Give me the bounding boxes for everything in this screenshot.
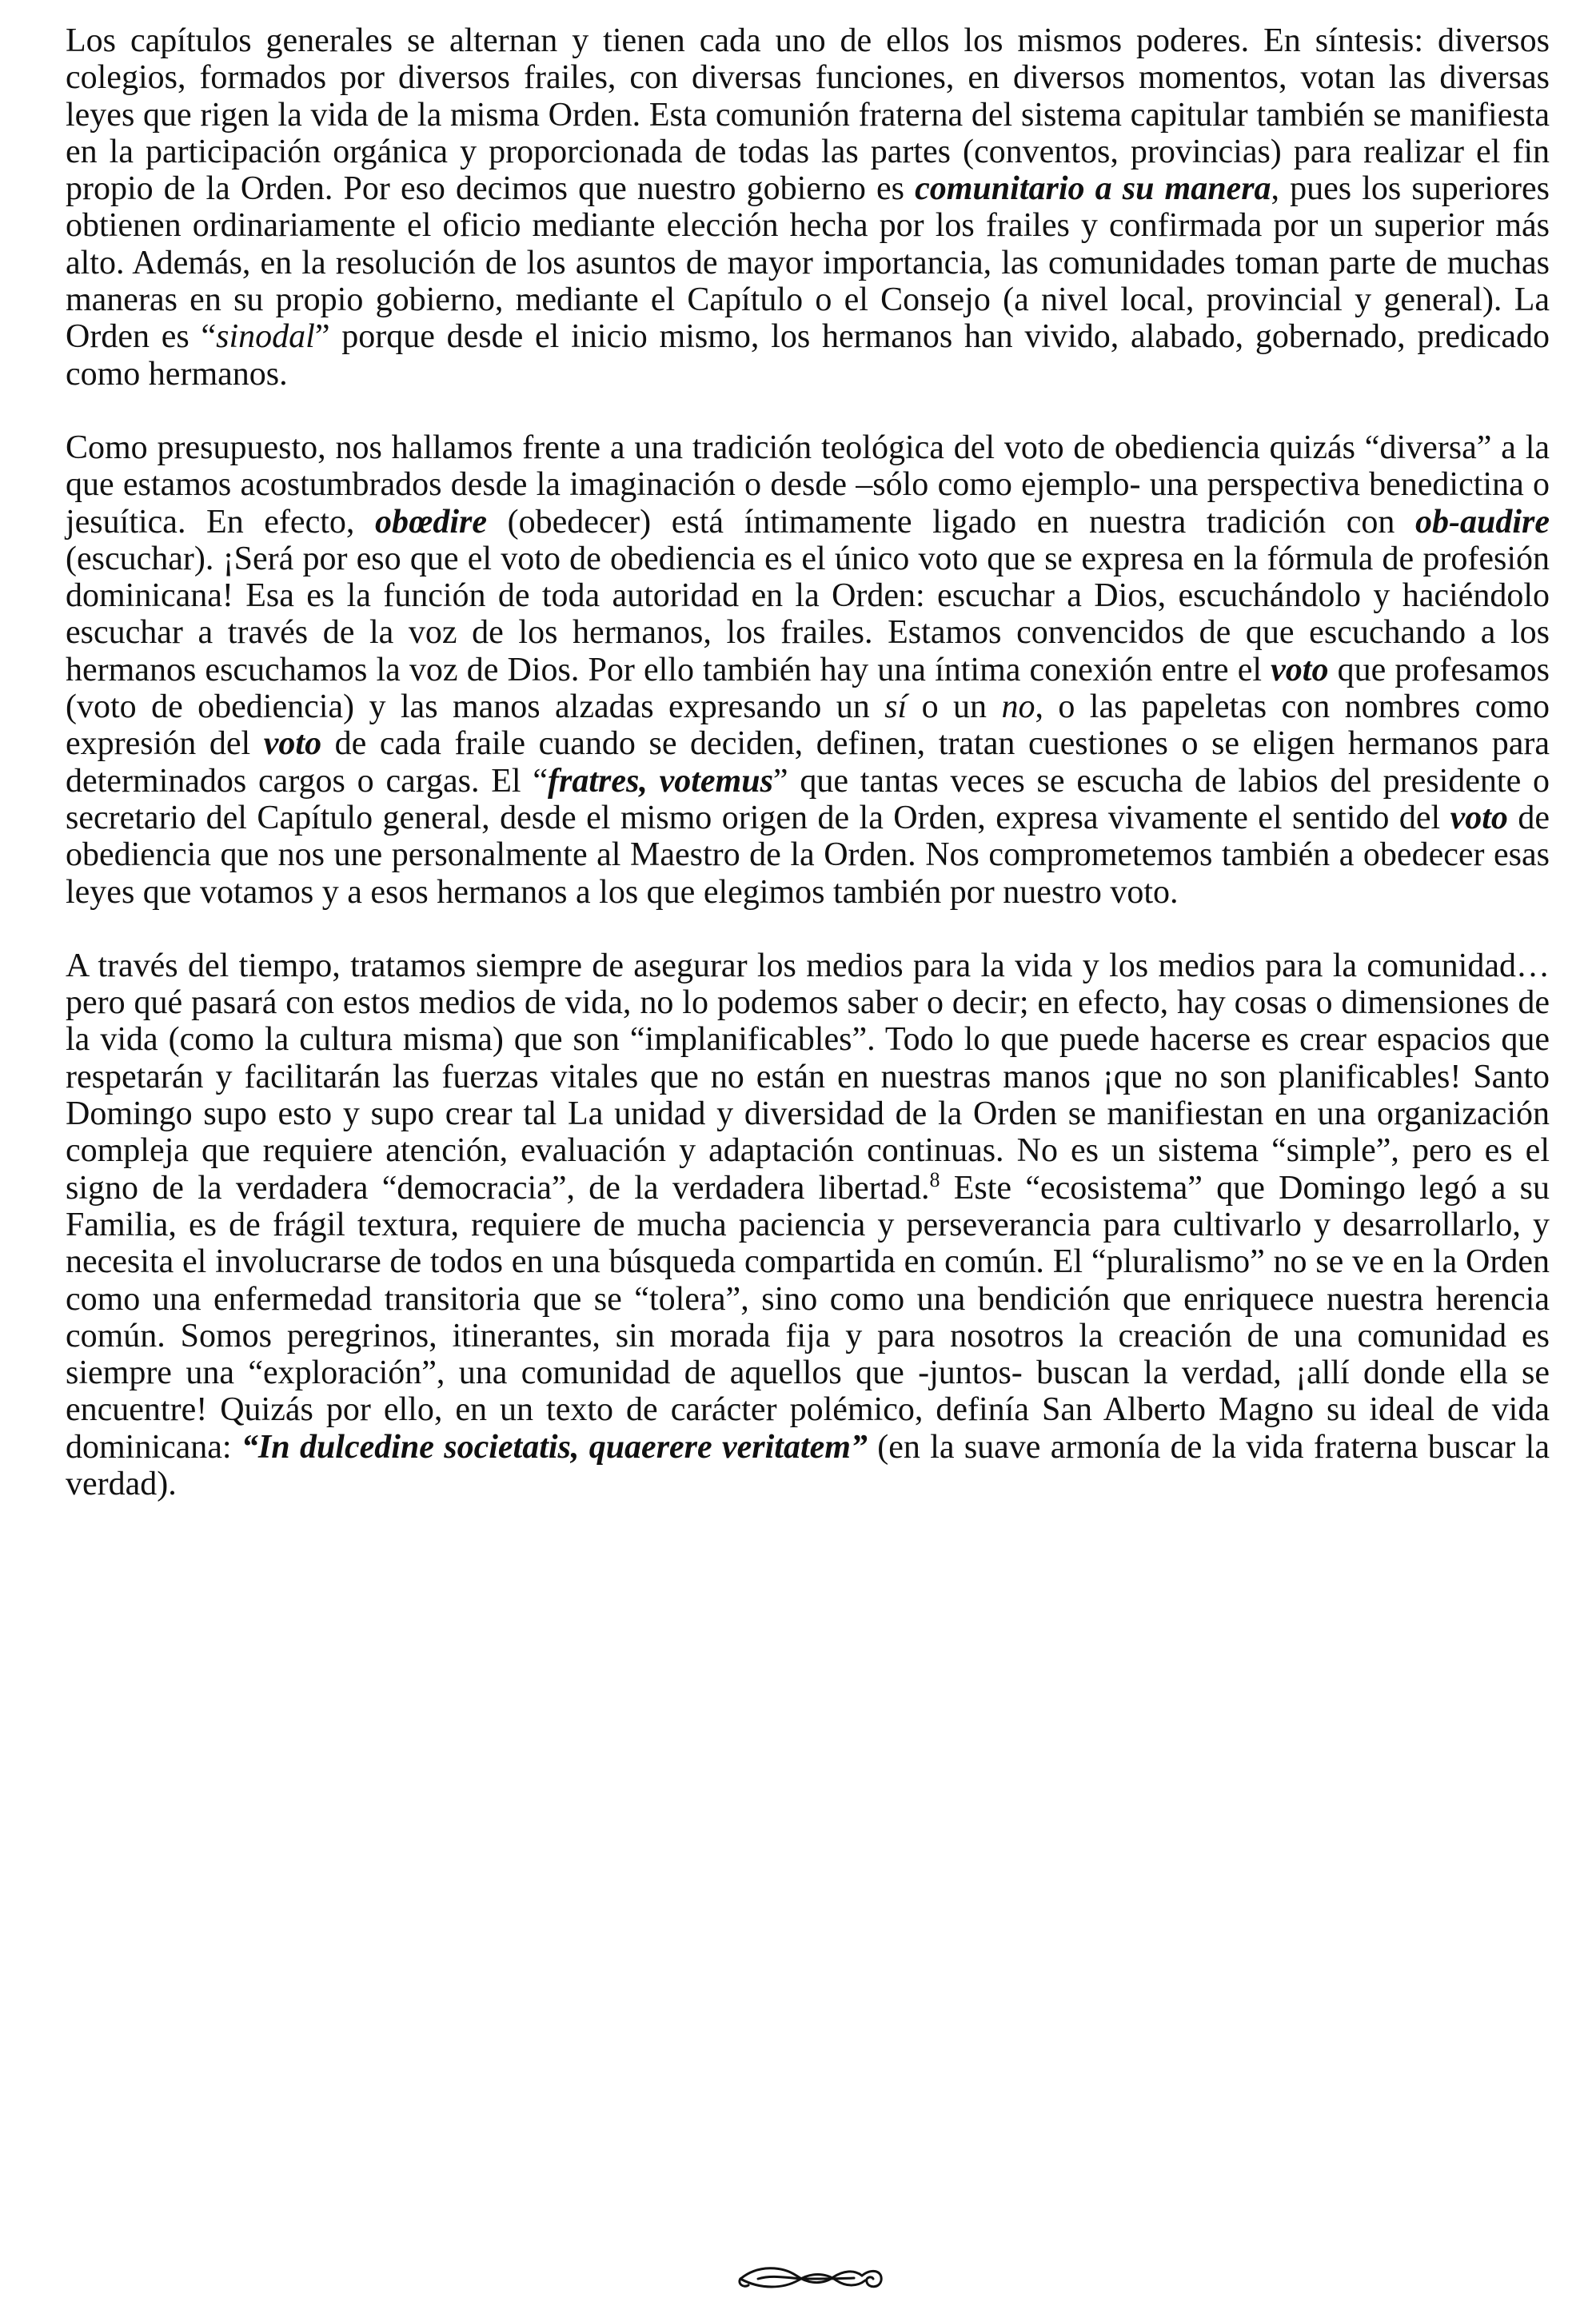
text-run: Como presupuesto, nos hallamos frente a una tradición teológica del voto de obediencia quizás “diversa” a la que estamos acostumbrados desde la imaginación o desde –sólo como ejemplo- una perspectiva benedictina o jesuítica. En efecto,: [66, 429, 1550, 541]
paragraph-2: [66, 429, 1550, 911]
document-page: [66, 22, 1550, 1502]
paragraph-1: [66, 22, 1550, 393]
emphasis-ob-audire: ob-audire: [1415, 503, 1550, 541]
paragraph-3: [66, 948, 1550, 1502]
emphasis-voto: voto: [1271, 651, 1329, 688]
flourish-ornament-icon: [734, 2255, 886, 2300]
text-run: (en la suave armonía de la vida fraterna buscar la verdad).: [66, 1428, 1550, 1502]
text-run: , pues los superiores obtienen ordinariamente el oficio mediante elección hecha por los frailes y confirmada por un superior más alto. Además, en la resolución de los asuntos de mayor importancia, las comunidades toman parte de muchas maneras en su propio gobierno, mediante el Capítulo o el Consejo (a nivel local, provincial y general). La Orden es “: [66, 170, 1550, 356]
text-run: ” que tantas veces se escucha de labios del presidente o secretario del Capítulo general, desde el mismo origen de la Orden, expresa vivamente el sentido del: [66, 762, 1550, 836]
emphasis-voto: voto: [263, 725, 322, 763]
emphasis-comunitario: comunitario a su manera: [915, 170, 1271, 208]
emphasis-voto: voto: [1450, 799, 1508, 836]
emphasis-sinodal: sinodal: [216, 318, 315, 356]
emphasis-obaedire: obœdire: [375, 503, 487, 541]
text-run: A través del tiempo, tratamos siempre de asegurar los medios para la vida y los medios para la comunidad… pero qué pasará con estos medios de vida, no lo podemos saber o decir; en efecto, hay cosas o dimensiones de la vida (como la cultura misma) que son “implanificables”. Todo lo que puede hacerse es crear espacios que respetarán y facilitarán las fuerzas vitales que no están en nuestras manos ¡que no son planificables! Santo Domingo supo esto y supo crear tal La unidad y diversidad de la Orden se manifiestan en una organización compleja que requiere atención, evaluación y adaptación continuas. No es un sistema “simple”, pero es el signo de la verdadera “democracia”, de la verdadera libertad.: [66, 947, 1550, 1207]
text-run: que profesamos (voto de obediencia) y las manos alzadas expresando un: [66, 651, 1550, 726]
text-run: Los capítulos generales se alternan y tienen cada uno de ellos los mismos poderes. En síntesis: diversos colegios, formados por diversos frailes, con diversas funciones, en diversos momentos, votan las diversas leyes que rigen la vida de la misma Orden. Esta comunión fraterna del sistema capitular también se manifiesta en la participación orgánica y proporcionada de todas las partes (conventos, provincias) para realizar el fin propio de la Orden. Por eso decimos que nuestro gobierno es: [66, 22, 1550, 208]
emphasis-no: no: [1001, 688, 1035, 726]
footnote-ref[interactable]: 8: [929, 1167, 940, 1191]
text-run: ” porque desde el inicio mismo, los hermanos han vivido, alabado, gobernado, predicado como hermanos.: [66, 318, 1550, 393]
emphasis-si: sí: [884, 688, 908, 726]
emphasis-latin-quote: “In dulcedine societatis, quaerere veritatem”: [241, 1428, 868, 1466]
text-run: de cada fraile cuando se deciden, definen, tratan cuestiones o se eligen hermanos para determinados cargos o cargas. El “: [66, 725, 1550, 800]
text-run: Este “ecosistema” que Domingo legó a su Familia, es de frágil textura, requiere de mucha paciencia y perseverancia para cultivarlo y desarrollarlo, y necesita el involucrarse de todos en una búsqueda compartida en común. El “pluralismo” no se ve en la Orden como una enfermedad transitoria que se “tolera”, sino como una bendición que enriquece nuestra herencia común. Somos peregrinos, itinerantes, sin morada fija y para nosotros la creación de una comunidad es siempre una “exploración”, una comunidad de aquellos que -juntos- buscan la verdad, ¡allí donde ella se encuentre! Quizás por ello, en un texto de carácter polémico, definía San Alberto Magno su ideal de vida dominicana:: [66, 1169, 1550, 1466]
text-run: (escuchar). ¡Será por eso que el voto de obediencia es el único voto que se expresa en la fórmula de profesión dominicana! Esa es la función de toda autoridad en la Orden: escuchar a Dios, escuchándolo y haciéndolo escuchar a través de la voz de los hermanos, los frailes. Estamos convencidos de que escuchando a los hermanos escuchamos la voz de Dios. Por ello también hay una íntima conexión entre el: [66, 540, 1550, 688]
text-run: de obediencia que nos une personalmente al Maestro de la Orden. Nos comprometemos también a obedecer esas leyes que votamos y a esos hermanos a los que elegimos también por nuestro voto.: [66, 799, 1550, 911]
text-run: o un: [907, 688, 1002, 726]
text-run: , o las papeletas con nombres como expresión del: [66, 688, 1550, 763]
emphasis-fratres-votemus: fratres, votemus: [547, 762, 773, 800]
text-run: (obedecer) está íntimamente ligado en nuestra tradición con: [487, 503, 1415, 541]
